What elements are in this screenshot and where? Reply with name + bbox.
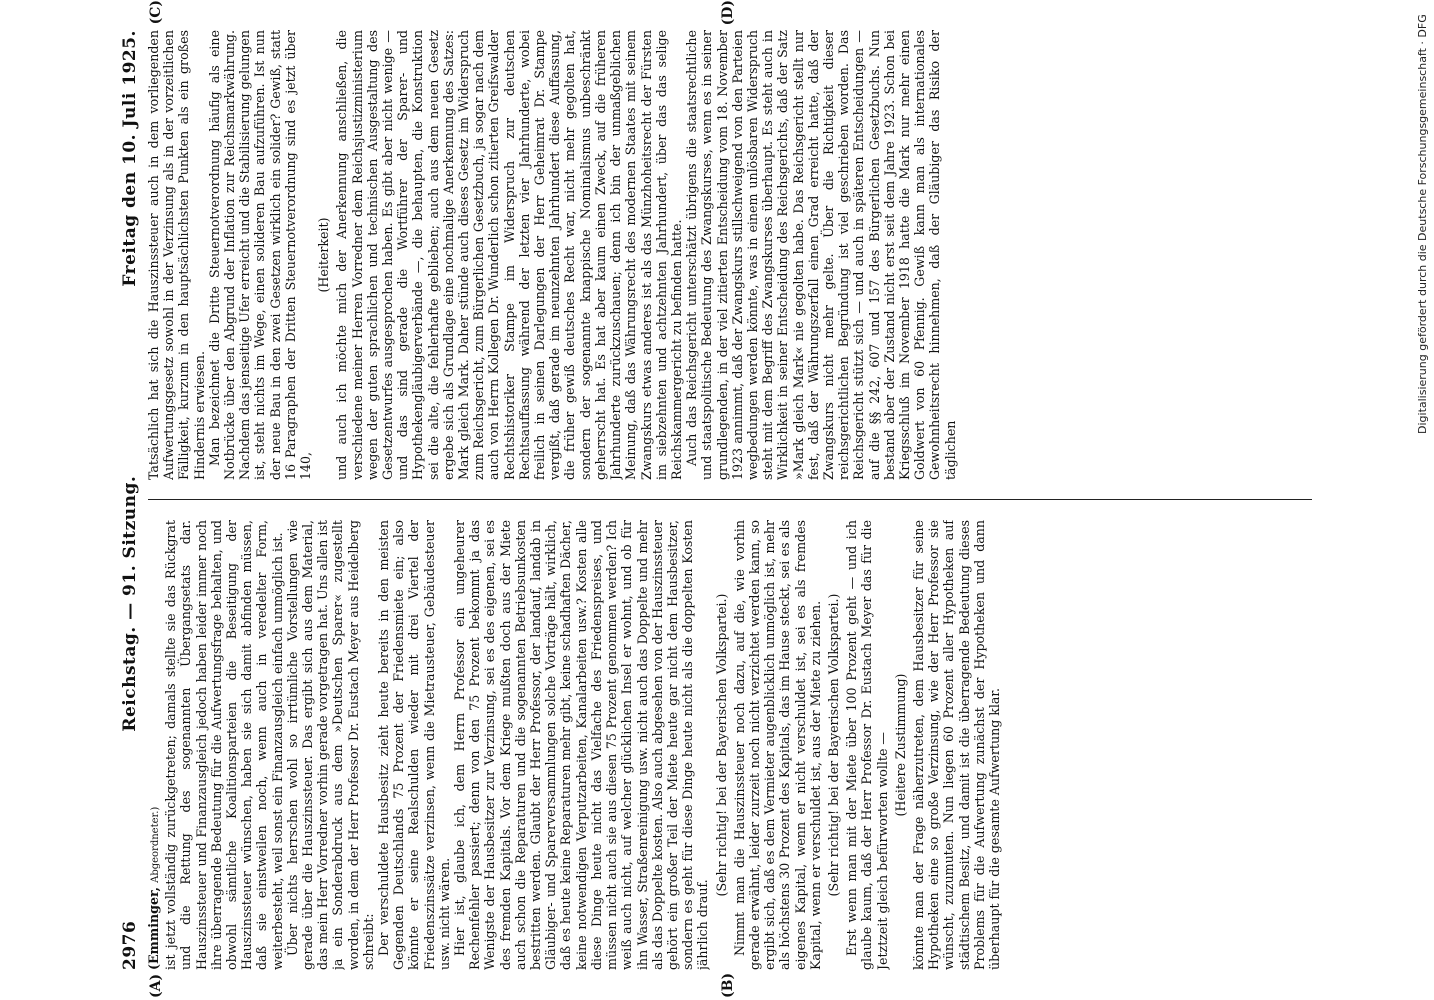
paragraph: Man bezeichnet die Dritte Steuernotverordnung häufig als eine Notbrücke über den Abgrund der Inflation zur Reichsmarkwährung. Nachdem das jenseitige Ufer erreicht und die Stabilisierung gelungen ist, steht nichts im Wege, einen solideren Bau aufzuführen. Ist nun der neue Bau in den zwei Gesetzen wirklich ein solider? Gewiß, statt 16 Paragraphen der Dritten Steuernotverordnung sind es jetzt über 140, [206,30,314,480]
speaker-line [146,520,163,970]
paragraph: Hier ist, glaube ich, dem Herrn Professor ein ungeheurer Rechenfehler passiert; denn von den 75 Prozent bekommt ja das Wenigste der Hausbesitzer zur Verzinsung, sei es des eigenen, sei es des fremden Kapitals. Vor dem Kriege mußten doch aus der Miete auch schon die Reparaturen und die sogenannten Betriebsunkosten bestritten werden. Glaubt der Herr Professor, der landauf, landab in Gläubiger- und Sparerversammlungen solche Vorträge hält, wirklich, daß es heute keine Reparaturen mehr gibt, keine schadhaften Dächer, keine notwendigen Verputzarbeiten, Kanalarbeiten usw.? Kosten alle diese Dinge heute nicht das Vielfache des Friedenspreises, und müssen nicht auch sie aus diesen 75 Prozent genommen werden? Ich weiß auch nicht, auf welcher glücklichen Insel er wohnt, und ob für ihn Wasser, Straßenreinigung usw. nicht auch das Doppelte und mehr als das Doppelte kosten. Also auch abgesehen von der Hauszinssteuer gehört ein großer Teil der Miete heute gar nicht dem Hausbesitzer, sondern es geht für diese Dinge heute nicht als die doppelten Kosten jährlich drauf. [452,520,711,970]
page-header [112,30,140,970]
session-date: Freitag den 10. Juli 1925. [120,30,140,287]
paragraph: könnte man der Frage näherzutreten, dem Hausbesitzer für seine Hypotheken eine so große Verzinsung, wie der Herr Professor sie wünscht, zuzumuten. Nun liegen 60 Prozent aller Hypotheken auf städtischem Besitz, und damit ist die überragende Bedeutung dieses Problems für die Aufwertung zunächst der Hypotheken und dann überhaupt für die gesamte Aufwertung klar. [910,520,1002,970]
paragraph: und auch ich möchte mich der Anerkennung anschließen, die verschiedene meiner Herren Vorredner dem Reichsjustizministerium wegen der guten sprachlichen und technischen Ausgestaltung des Gesetzentwurfes ausgesprochen haben. Es gibt aber nicht wenige — und das sind gerade die Wortführer der Sparer- und Hypothekengläubigerverbände —, die behaupten, die Konstruktion sei die alte, die fehlerhafte geblieben; auch aus dem neuen Gesetz ergebe sich als Grundlage eine nochmalige Anerkennung des Satzes: Mark gleich Mark. Daher stünde auch dieses Gesetz im Widerspruch zum Reichsgericht, zum Bürgerlichen Gesetzbuch, ja sogar nach dem auch von Herrn Kollegen Dr. Wunderlich schon zitierten Greifswalder Rechtshistoriker Stampe im Widerspruch zur deutschen Rechtsauffassung während der letzten vier Jahrhunderte, wobei freilich in seinen Darlegungen der Herr Geheimrat Dr. Stampe vergißt, daß gerade im neunzehnten Jahrhundert diese Auffassung, die früher gewiß deutsches Recht war, nicht mehr gegolten hat, sondern der sogenannte knappische Nominalismus unbeschränkt geherrscht hat. Es hat aber kaum einen Zweck, auf die früheren Jahrhunderte zurückzuschauen; denn ich bin der unmaßgeblichen Meinung, daß das Währungsrecht des modernen Staates mit seinem Zwangskurs etwas anderes ist als das Münzhoheitsrecht der Fürsten im siebzehnten und achtzehnten Jahrhundert, über das das selige Reichskammergericht zu befinden hatte. [334,30,684,480]
paragraph: Nimmt man die Hauszinssteuer noch dazu, auf die, wie vorhin gerade erwähnt, leider zurzeit noch nicht verzichtet werden kann, so ergibt sich, daß es dem Vermieter augenblicklich unmöglich ist, mehr als höchstens 30 Prozent des Kapitals, das im Hause steckt, sei es als eigenes Kapital, wenn er nicht verschuldet ist, sei es als fremdes Kapital, wenn er verschuldet ist, aus der Miete zu ziehen. [731,520,823,970]
paragraph: Tatsächlich hat sich die Hauszinssteuer auch in dem vorliegenden Aufwertungsgesetz sowohl in der Verzinsung als in der vorzeitlichen Fälligkeit, kurzum in den hauptsächlichsten Punkten als ein großes Hindernis erwiesen. [146,30,207,480]
interjection: (Sehr richtig! bei der Bayerischen Volkspartei.) [713,593,729,897]
left-column [146,520,1322,970]
margin-marker-b: (B) [720,972,736,998]
speaker-role: Abgeordneter.) [150,806,161,883]
session-title: Reichstag. — 91. Sitzung. [120,475,140,732]
paragraph: ist jetzt vollständig zurückgetreten; damals stellte sie das Rückgrat und die Rettung des sogenannten Übergangsetats dar. Hauszinssteuer und Finanzausgleich jedoch haben leider immer noch ihre überragende Bedeutung für die Aufwertungsfrage behalten, und obwohl sämtliche Koalitionsparteien die Beseitigung der Hauszinssteuer wünschen, haben sie sich damit abfinden müssen, daß sie einstweilen noch, wenn auch in veredelter Form, weiterbesteht, weil sonst ein Finanzausgleich einfach unmöglich ist. [163,520,285,970]
right-column [146,30,1322,480]
margin-marker-d: (D) [720,0,736,26]
speaker-name: (Emminger, [146,886,161,970]
digitization-credit: Digitalisierung gefördert durch die Deutsche Forschungsgemeinschaft · DFG [1416,14,1429,434]
page-body [146,30,1322,970]
quote-paragraph: Der verschuldete Hausbesitz zieht heute bereits in den meisten Gegenden Deutschlands 75 Prozent der Friedensmiete ein; also könnte er seine Realschulden wieder mit drei Viertel der Friedenszinssätze verzinsen, wenn die Mietrausteuer, Gebäudesteuer usw. nicht wären. [376,520,452,970]
rotated-page [112,0,1322,998]
interjection: (Sehr richtig! bei der Bayerischen Volkspartei.) [825,593,841,897]
paragraph: Über nichts herrschen wohl so irrtümliche Vorstellungen wie gerade über die Hauszinssteuer. Das ergibt sich aus dem Material, das mein Herr Vorredner vorhin gerade vorgetragen hat. Uns allen ist ja ein Sonderabdruck aus dem »Deutschen Sparer« zugestellt worden, in dem der Herr Professor Dr. Eustach Meyer aus Heidelberg schreibt: [284,520,376,970]
paragraph: Erst wenn man mit der Miete über 100 Prozent geht — und ich glaube kaum, daß der Herr Professor Dr. Eustach Meyer das für die Jetztzeit gleich befürworten wollte — [844,520,890,970]
page-number: 2976 [120,920,140,970]
margin-marker-c: (C) [148,0,164,25]
margin-marker-a: (A) [148,973,164,998]
paragraph: Auch das Reichsgericht unterschätzt übrigens die staatsrechtliche und staatspolitische Bedeutung des Zwangskurses, wenn es in seiner grundlegenden, in der viel zitierten Entscheidung vom 18. November 1923 annimmt, daß der Zwangskurs stillschweigend von den Parteien wegbedungen werden könnte, was in einem unlösbaren Widerspruch steht mit dem Begriff des Zwangskurses überhaupt. Es steht auch in Wirklichkeit in seiner Entscheidung des Reichsgerichts, daß der Satz »Mark gleich Mark« nie gegolten habe. Das Reichsgericht stellt nur fest, daß der Währungszerfall einen Grad erreicht hatte, daß der Zwangskurs nicht mehr gelte. Über die Richtigkeit dieser reichsgerichtlichen Begründung ist viel geschrieben worden. Das Reichsgericht stützt sich — und auch in späteren Entscheidungen — auf die §§ 242, 607 und 157 des Bürgerlichen Gesetzbuchs. Nun bestand aber der Zustand nicht erst seit dem Jahre 1923. Schon bei Kriegsschluß im November 1918 hatte die Mark nur mehr einen Goldwert von 60 Pfennig. Gewiß kann man als internationales Gewohnheitsrecht hinnehmen, daß der Gläubiger das Risiko der täglichen [684,30,958,480]
interjection: (Heiterkeit) [316,217,332,293]
interjection: (Heitere Zustimmung) [892,673,908,817]
